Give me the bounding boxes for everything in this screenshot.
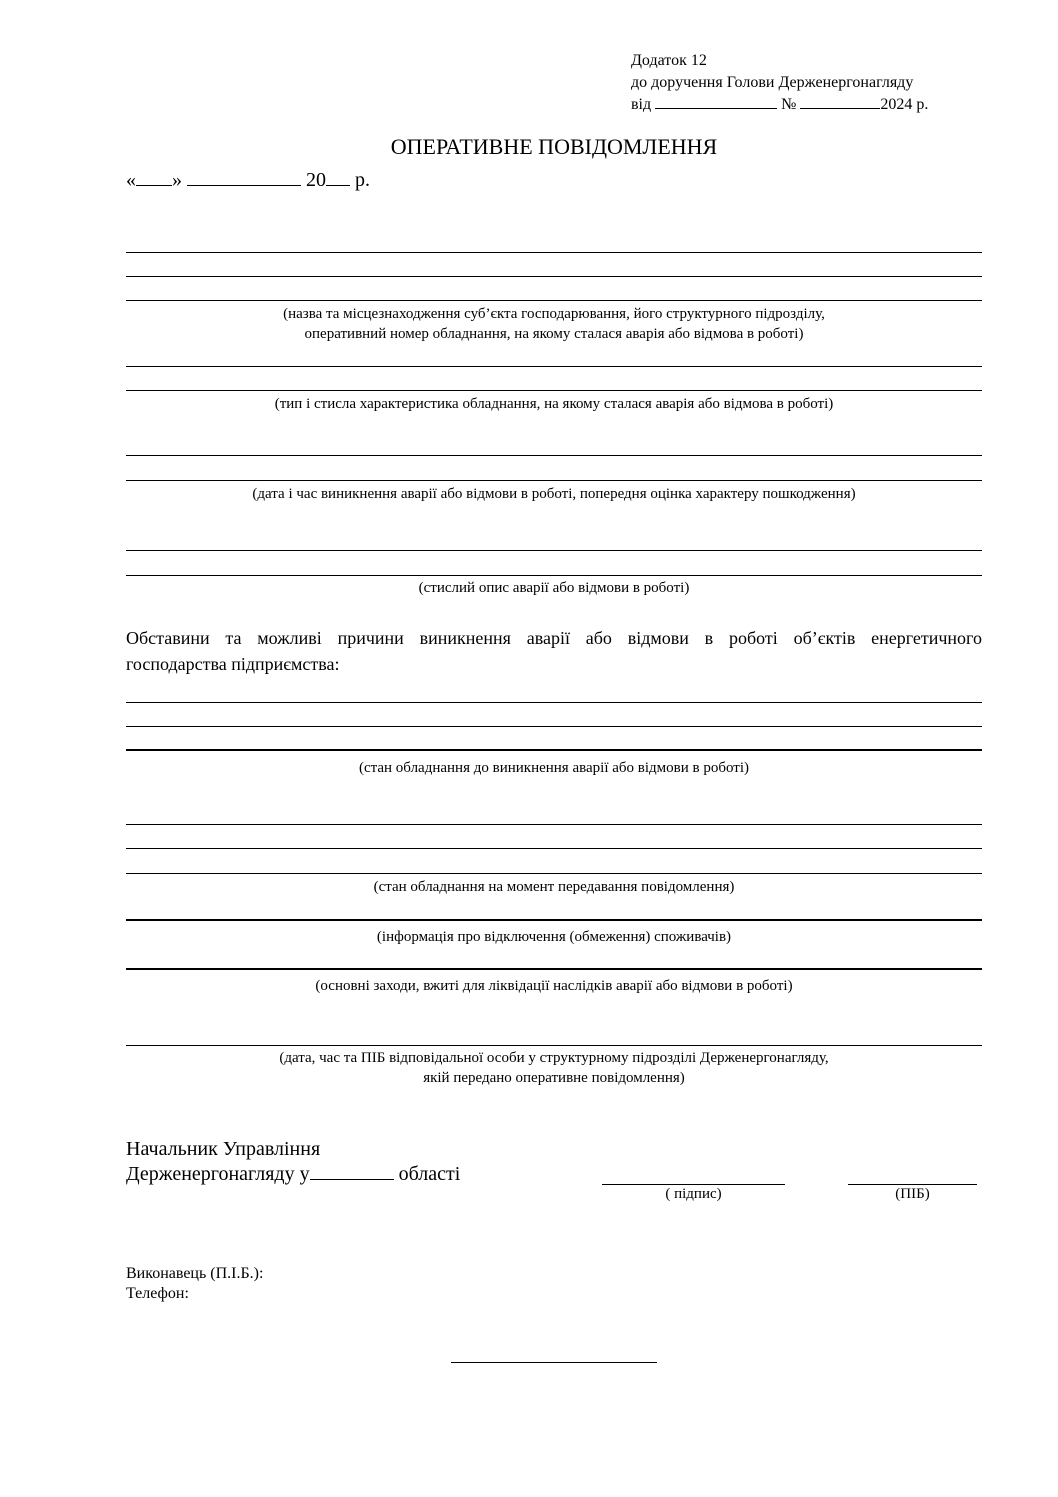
report-date-line: [126, 169, 370, 192]
entity-line-3[interactable]: [126, 300, 982, 301]
signer-position-suffix: області: [398, 1163, 461, 1185]
footer-divider: [451, 1362, 657, 1363]
recipient-caption-2: якій передано оперативне повідомлення): [423, 1070, 685, 1086]
disconnection-caption: (інформація про відключення (обмеження) споживачів): [376, 929, 732, 945]
state-before-line-3[interactable]: [126, 749, 982, 751]
document-title: ОПЕРАТИВНЕ ПОВІДОМЛЕННЯ: [390, 134, 718, 159]
description-caption: (стислий опис аварії або відмови в роботі): [418, 580, 690, 596]
signer-position-prefix: Держенергонагляду у: [126, 1163, 310, 1185]
day-blank[interactable]: [136, 171, 172, 186]
name-line[interactable]: [848, 1184, 977, 1185]
annex-number-blank[interactable]: [800, 94, 880, 109]
annex-date-line: [631, 94, 928, 114]
entity-line-2[interactable]: [126, 276, 982, 277]
entity-caption-1: (назва та місцезнаходження суб’єкта господарювання, його структурного підрозділу,: [283, 306, 825, 322]
equipment-line-2[interactable]: [126, 390, 982, 391]
close-quote: »: [172, 169, 182, 191]
description-line-2[interactable]: [126, 575, 982, 576]
phone-label: Телефон:: [126, 1285, 189, 1302]
open-quote: «: [126, 169, 136, 191]
description-line-1[interactable]: [126, 550, 982, 551]
executor-label: Виконавець (П.І.Б.):: [126, 1265, 264, 1282]
circumstances-text-2: господарства підприємства:: [126, 654, 340, 674]
equipment-caption: (тип і стисла характеристика обладнання, на якому сталася аварія або відмова в роботі): [274, 396, 834, 412]
year-blank[interactable]: [326, 171, 350, 186]
state-now-line-3[interactable]: [126, 873, 982, 874]
datetime-caption: (дата і час виникнення аварії або відмови в роботі, попередня оцінка характеру пошкодження): [252, 486, 856, 502]
datetime-line-2[interactable]: [126, 480, 982, 481]
region-blank[interactable]: [310, 1163, 394, 1180]
annex-number: Додаток 12: [631, 52, 707, 69]
annex-date-blank[interactable]: [655, 94, 777, 109]
measures-caption: (основні заходи, вжиті для ліквідації наслідків аварії або відмови в роботі): [315, 978, 793, 994]
century: 20: [306, 169, 326, 191]
state-now-line-1[interactable]: [126, 824, 982, 825]
entity-caption-2: оперативний номер обладнання, на якому сталася аварія або відмова в роботі): [304, 326, 804, 342]
state-before-line-1[interactable]: [126, 702, 982, 703]
signature-caption: ( підпис): [665, 1186, 722, 1202]
signature-line[interactable]: [602, 1184, 785, 1185]
recipient-line[interactable]: [126, 1045, 982, 1046]
signer-position-line-1: Начальник Управління: [126, 1138, 321, 1160]
month-blank[interactable]: [187, 171, 301, 186]
recipient-caption-1: (дата, час та ПІБ відповідальної особи у структурному підрозділі Держенергонагляду,: [279, 1050, 829, 1066]
measures-line[interactable]: [126, 968, 982, 970]
equipment-line-1[interactable]: [126, 366, 982, 367]
datetime-line-1[interactable]: [126, 455, 982, 456]
year-suffix: р.: [355, 169, 370, 191]
state-now-caption: (стан обладнання на момент передавання повідомлення): [373, 879, 735, 895]
state-before-line-2[interactable]: [126, 726, 982, 727]
name-caption: (ПІБ): [895, 1186, 930, 1202]
entity-line-1[interactable]: [126, 252, 982, 253]
annex-year: 2024 р.: [880, 96, 929, 113]
annex-number-label: №: [781, 96, 797, 113]
annex-order: до доручення Голови Держенергонагляду: [631, 74, 914, 91]
signer-position-line-2: [126, 1163, 460, 1186]
state-now-line-2[interactable]: [126, 848, 982, 849]
circumstances-text-1: Обставини та можливі причини виникнення аварії або відмови в роботі об’єктів енергетичного: [126, 628, 982, 648]
state-before-caption: (стан обладнання до виникнення аварії або відмови в роботі): [358, 760, 749, 776]
annex-from-label: від: [631, 96, 652, 113]
disconnection-line[interactable]: [126, 919, 982, 921]
